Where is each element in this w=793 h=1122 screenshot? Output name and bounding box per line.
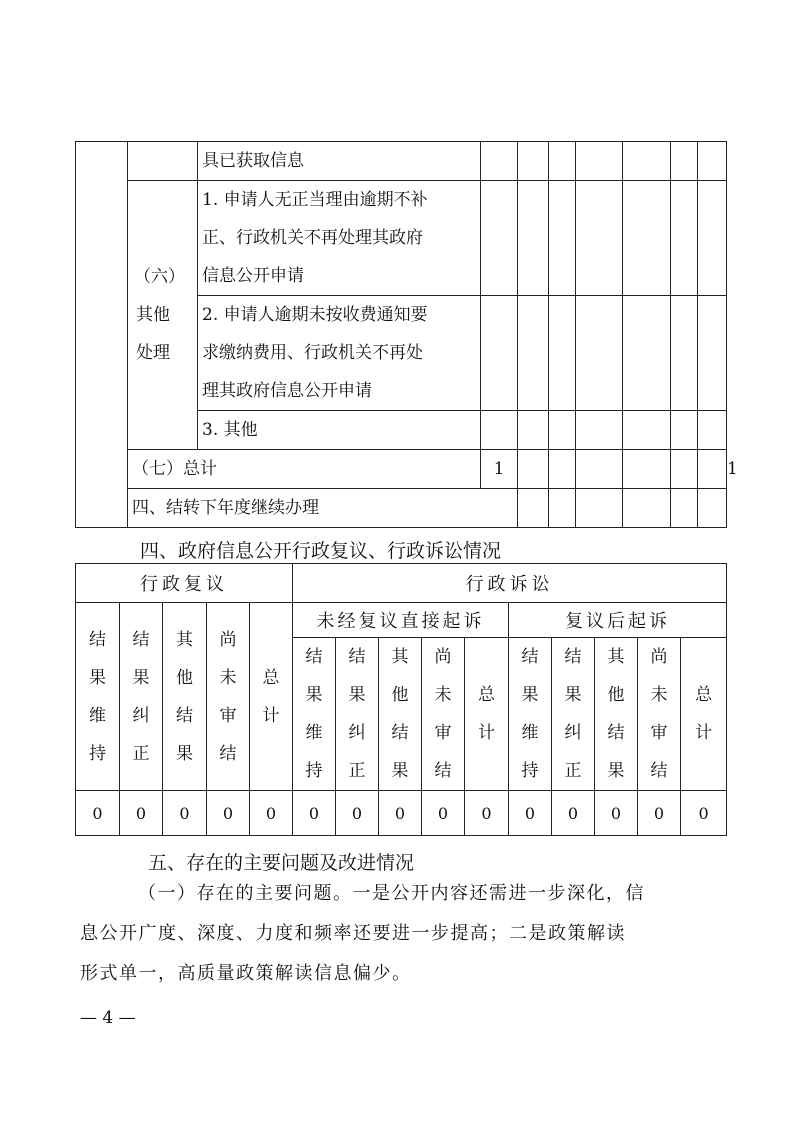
problems-paragraph: （一）存在的主要问题。一是公开内容还需进一步深化，信 息公开广度、深度、力度和频率还要进一步提高；二是政策解读 形式单一，高质量政策解读信息偏少。	[80, 883, 645, 984]
group-admin-litigation: 行政诉讼	[293, 564, 727, 603]
col-header: 结 果 纠 正	[336, 638, 379, 791]
col-header: 结 果 纠 正	[120, 603, 163, 791]
col-header: 尚 未 审 结	[422, 638, 465, 791]
total-label: （七）总计	[128, 450, 481, 489]
col-header: 其 他 结 果	[379, 638, 422, 791]
row-item-label: 1. 申请人无正当理由逾期不补 正、行政机关不再处理其政府 信息公开申请	[198, 181, 481, 296]
col-header: 其 他 结 果	[163, 603, 207, 791]
col-header: 结 果 维 持	[76, 603, 120, 791]
row-item-label: 3. 其他	[198, 411, 481, 450]
col-header: 尚 未 审 结	[638, 638, 681, 791]
table-row	[76, 181, 727, 296]
col-header: 其 他 结 果	[595, 638, 638, 791]
table-header-row	[76, 603, 727, 638]
application-handling-table	[75, 141, 738, 528]
table-row-values: 0 0 0 0 0 0 0 0 0 0 0 0 0 0 0	[76, 791, 727, 836]
carryover-label: 四、结转下年度继续办理	[128, 489, 518, 528]
col-header: 结 果 维 持	[509, 638, 552, 791]
subgroup-after-review: 复议后起诉	[509, 603, 727, 638]
table-row-total: （七）总计 1 1	[76, 450, 727, 489]
col-header: 结 果 纠 正	[552, 638, 595, 791]
review-litigation-table	[75, 563, 727, 836]
section-5-heading: 五、存在的主要问题及改进情况	[148, 852, 415, 874]
row-item-label: 2. 申请人逾期未按收费通知要 求缴纳费用、行政机关不再处 理其政府信息公开申请	[198, 296, 481, 411]
col-header: 结 果 维 持	[293, 638, 336, 791]
table-header-row	[76, 564, 727, 603]
page-number: — 4 —	[80, 1008, 136, 1028]
col-header: 总 计	[681, 638, 727, 791]
table-row-carryover	[76, 489, 727, 528]
section-4-heading: 四、政府信息公开行政复议、行政诉讼情况	[140, 540, 502, 562]
outer-blank-cell	[76, 142, 128, 528]
col-header: 总 计	[250, 603, 293, 791]
category-other-handling: （六） 其他 处理	[128, 181, 198, 450]
table-row	[76, 142, 727, 181]
subgroup-direct-suit: 未经复议直接起诉	[293, 603, 509, 638]
row-item-label: 具已获取信息	[198, 142, 481, 181]
blank-sub-cell	[128, 142, 198, 181]
group-admin-review: 行政复议	[76, 564, 293, 603]
col-header: 尚 未 审 结	[207, 603, 250, 791]
col-header: 总 计	[465, 638, 509, 791]
